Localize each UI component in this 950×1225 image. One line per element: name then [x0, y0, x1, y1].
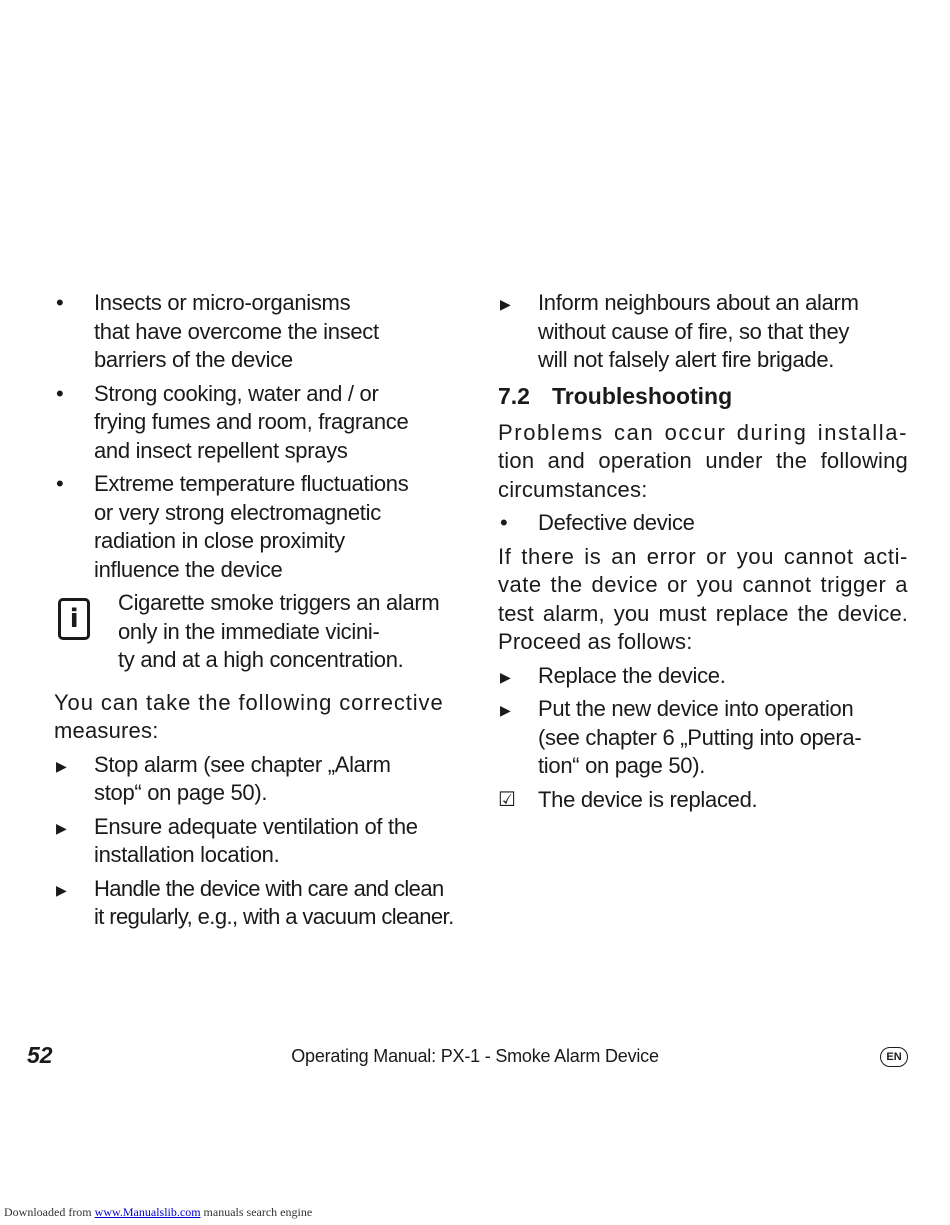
arrow-right-icon: ▶	[500, 668, 511, 685]
step-item: ▶ Handle the device with care and clean it regularly, e.g., with a vacuum cleaner.	[56, 875, 454, 929]
step-item: ▶ Put the new device into operation (see chapter 6 „Putting into opera- tion“ on page 50).	[500, 696, 862, 778]
arrow-right-icon: ▶	[56, 757, 67, 774]
step-item: ▶ Replace the device.	[498, 662, 908, 691]
step-item: ▶ Stop alarm (see chapter „Alarm stop“ on page 50).	[56, 751, 391, 805]
manualslib-link[interactable]: www.Manualslib.com	[94, 1205, 201, 1219]
arrow-right-icon: ▶	[56, 819, 67, 836]
corrective-intro: You can take the following corrective measures:	[54, 689, 444, 743]
bullet-icon: •	[56, 290, 64, 315]
download-note: Downloaded from www.Manualslib.com manuals search engine	[4, 1205, 313, 1219]
list-item: • Defective device	[498, 509, 908, 538]
section-number: 7.2	[498, 382, 530, 409]
page-number: 52	[27, 1042, 53, 1068]
list-item: • Extreme temperature fluctuations or very strong electromagnetic radiation in close proximity influence the device	[56, 471, 409, 582]
checkbox-checked-icon: ☑	[498, 788, 516, 811]
list-item: • Insects or micro-organisms that have overcome the insect barriers of the device	[56, 290, 379, 372]
section-title: Troubleshooting	[552, 382, 733, 409]
bullet-icon: •	[56, 380, 64, 406]
arrow-right-icon: ▶	[500, 296, 511, 312]
step-item: ▶ Inform neighbours about an alarm without cause of fire, so that they will not falsely alert fire brigade.	[500, 290, 859, 372]
result-item: ☑ The device is replaced.	[498, 786, 908, 815]
list-item: • Strong cooking, water and / or frying fumes and room, fragrance and insect repellent sprays	[56, 380, 409, 463]
arrow-right-icon: ▶	[56, 881, 67, 898]
left-column	[54, 289, 466, 937]
bullet-icon: •	[56, 471, 64, 496]
info-icon: i	[58, 598, 90, 640]
info-note: i Cigarette smoke triggers an alarm only in the immediate vicini- ty and at a high concentration.	[54, 589, 466, 675]
step-item: ▶ Ensure adequate ventilation of the installation location.	[56, 813, 418, 867]
arrow-right-icon: ▶	[500, 702, 511, 718]
problems-paragraph: Problems can occur during installa- tion and operation under the following circumstances:	[498, 419, 908, 502]
section-heading	[498, 381, 908, 411]
language-badge: EN	[880, 1047, 908, 1067]
right-column	[498, 289, 908, 819]
bullet-icon: •	[500, 510, 508, 535]
footer-title: Operating Manual: PX-1 - Smoke Alarm Device	[291, 1046, 659, 1066]
error-paragraph: If there is an error or you cannot acti- vate the device or you cannot trigger a test alarm, you must replace the device. Proceed as follows:	[498, 543, 908, 654]
